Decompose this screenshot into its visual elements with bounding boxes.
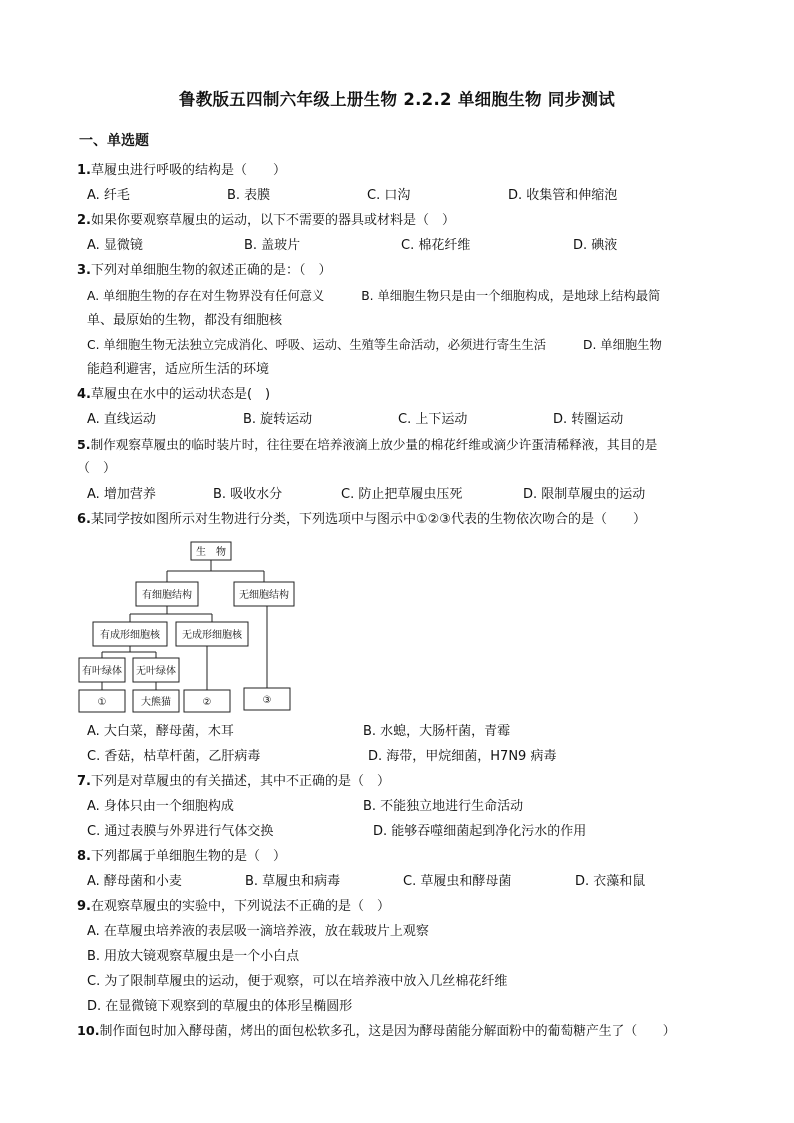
option-d[interactable]: D. 限制草履虫的运动 — [523, 487, 646, 502]
option-b[interactable]: B. 吸收水分 — [213, 487, 283, 502]
option-d[interactable]: D. 碘液 — [573, 238, 618, 253]
option-d[interactable]: D. 能够吞噬细菌起到净化污水的作用 — [373, 824, 587, 839]
option-a[interactable]: A. 酵母菌和小麦 — [87, 874, 182, 889]
question-3-option-line-1[interactable]: A. 单细胞生物的存在对生物界没有任何意义 B. 单细胞生物只是由一个细胞构成，是地球上结构最简 — [87, 289, 661, 303]
node-root: 生 物 — [196, 547, 226, 558]
option-d[interactable]: D. 转圈运动 — [553, 412, 624, 427]
question-5-cont: （ ） — [77, 461, 117, 476]
question-3-option-line-4[interactable]: 能趋利避害，适应所生活的环境 — [87, 362, 270, 377]
option-d[interactable]: D. 衣藻和鼠 — [575, 874, 646, 889]
option-c[interactable]: C. 香菇，枯草杆菌，乙肝病毒 — [87, 749, 261, 764]
option-c[interactable]: C. 上下运动 — [398, 412, 468, 427]
option-b[interactable]: B. 水螅，大肠杆菌，青霉 — [363, 724, 511, 739]
node-leaf-2: ② — [202, 697, 212, 708]
option-a[interactable]: A. 身体只由一个细胞构成 — [87, 799, 234, 814]
question-2: 2.如果你要观察草履虫的运动，以下不需要的器具或材料是（ ） — [77, 213, 455, 228]
option-b[interactable]: B. 草履虫和病毒 — [245, 874, 341, 889]
node-no-nucleus: 无成形细胞核 — [182, 630, 242, 641]
question-8: 8.下列都属于单细胞生物的是（ ） — [77, 849, 286, 864]
question-1-options — [87, 187, 737, 205]
question-7-options-row2 — [87, 823, 737, 841]
question-9-option-d[interactable]: D. 在显微镜下观察到的草履虫的体形呈椭圆形 — [87, 999, 353, 1014]
option-a[interactable]: A. 直线运动 — [87, 412, 156, 427]
option-c[interactable]: C. 草履虫和酵母菌 — [403, 874, 512, 889]
option-b[interactable]: B. 盖玻片 — [244, 238, 301, 253]
option-b[interactable]: B. 不能独立地进行生命活动 — [363, 799, 524, 814]
option-c[interactable]: C. 通过表膜与外界进行气体交换 — [87, 824, 274, 839]
question-3: 3.下列对单细胞生物的叙述正确的是：（ ） — [77, 263, 332, 278]
question-5: 5.制作观察草履虫的临时装片时，往往要在培养液滴上放少量的棉花纤维或滴少许蛋清稀释液，其目的是 — [77, 437, 658, 452]
question-6: 6.某同学按如图所示对生物进行分类，下列选项中与图示中①②③代表的生物依次吻合的是（ ） — [77, 512, 646, 527]
option-a[interactable]: A. 纤毛 — [87, 188, 130, 203]
node-leaf-panda: 大熊猫 — [141, 697, 171, 708]
question-7-options-row1 — [87, 798, 737, 816]
option-c[interactable]: C. 口沟 — [367, 188, 411, 203]
option-d[interactable]: D. 收集管和伸缩泡 — [508, 188, 618, 203]
option-c[interactable]: C. 棉花纤维 — [401, 238, 471, 253]
question-1: 1.草履虫进行呼吸的结构是（ ） — [77, 163, 286, 178]
option-a[interactable]: A. 增加营养 — [87, 487, 156, 502]
question-9-option-a[interactable]: A. 在草履虫培养液的表层吸一滴培养液，放在载玻片上观察 — [87, 924, 429, 939]
classification-diagram — [76, 538, 296, 720]
node-has-cell: 有细胞结构 — [142, 590, 192, 601]
option-b[interactable]: B. 表膜 — [227, 188, 271, 203]
question-10: 10.制作面包时加入酵母菌，烤出的面包松软多孔，这是因为酵母菌能分解面粉中的葡萄糖产生了（ ） — [77, 1024, 676, 1039]
node-leaf-3: ③ — [262, 695, 272, 706]
question-4: 4.草履虫在水中的运动状态是( ) — [77, 387, 271, 402]
section-heading: 一、单选题 — [79, 133, 149, 149]
node-no-cell: 无细胞结构 — [239, 590, 289, 601]
question-8-options — [87, 873, 737, 891]
question-5-options — [87, 486, 737, 504]
node-no-chloro: 无叶绿体 — [136, 666, 176, 677]
classification-tree — [76, 538, 296, 716]
option-d[interactable]: D. 海带，甲烷细菌，H7N9 病毒 — [368, 749, 557, 764]
question-3-option-line-2[interactable]: 单、最原始的生物，都没有细胞核 — [87, 313, 283, 328]
question-6-options-row1 — [87, 723, 737, 741]
question-6-options-row2 — [87, 748, 737, 766]
node-nucleus: 有成形细胞核 — [100, 630, 160, 641]
option-b[interactable]: B. 旋转运动 — [243, 412, 313, 427]
question-9: 9.在观察草履虫的实验中，下列说法不正确的是（ ） — [77, 899, 390, 914]
question-9-option-c[interactable]: C. 为了限制草履虫的运动，便于观察，可以在培养液中放入几丝棉花纤维 — [87, 974, 508, 989]
question-7: 7.下列是对草履虫的有关描述，其中不正确的是（ ） — [77, 774, 390, 789]
question-3-option-line-3[interactable]: C. 单细胞生物无法独立完成消化、呼吸、运动、生殖等生命活动，必须进行寄生生活 D. 单细胞生物 — [87, 338, 662, 352]
option-a[interactable]: A. 显微镜 — [87, 238, 143, 253]
option-c[interactable]: C. 防止把草履虫压死 — [341, 487, 463, 502]
option-a[interactable]: A. 大白菜，酵母菌，木耳 — [87, 724, 234, 739]
node-leaf-1: ① — [97, 697, 107, 708]
page-title: 鲁教版五四制六年级上册生物 2.2.2 单细胞生物 同步测试 — [178, 90, 616, 109]
question-4-options — [87, 411, 737, 429]
question-2-options — [87, 237, 737, 255]
node-chloro: 有叶绿体 — [82, 666, 122, 677]
question-9-option-b[interactable]: B. 用放大镜观察草履虫是一个小白点 — [87, 949, 300, 964]
